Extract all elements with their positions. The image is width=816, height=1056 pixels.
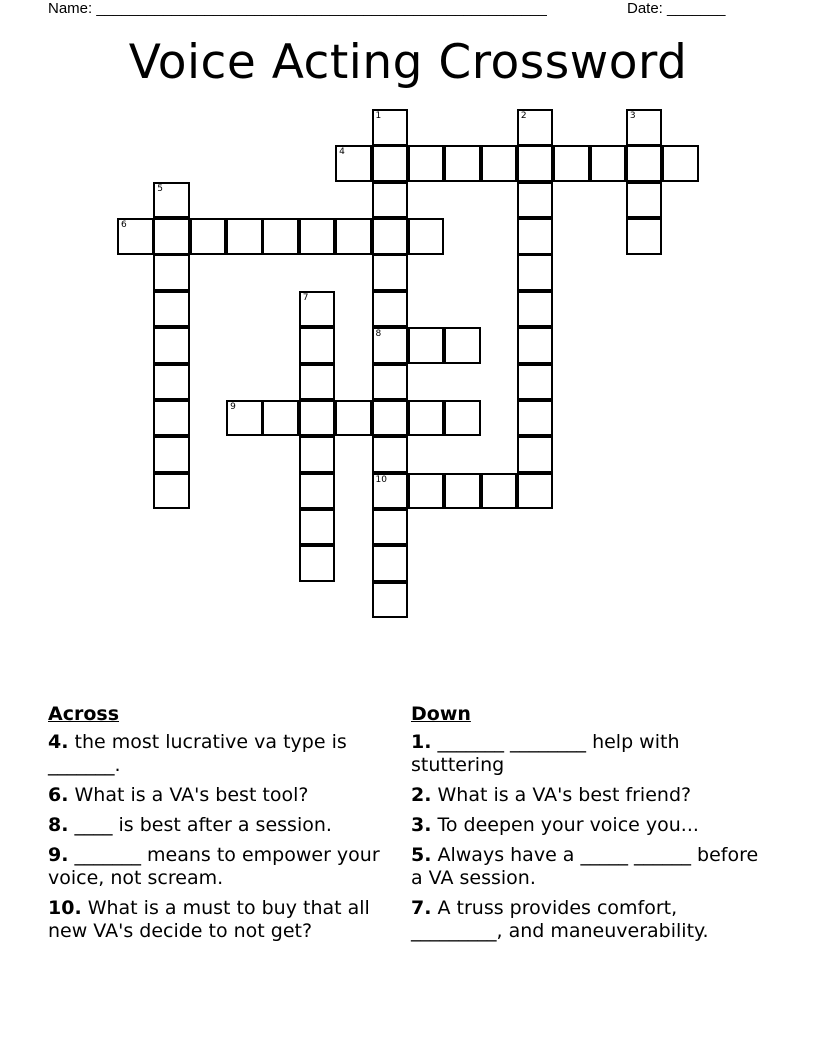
grid-cell[interactable] xyxy=(408,473,445,510)
grid-cell-8[interactable] xyxy=(372,327,409,364)
grid-cell-4[interactable] xyxy=(335,145,372,182)
grid-cell[interactable] xyxy=(335,218,372,255)
grid-cell[interactable] xyxy=(299,364,336,401)
grid-cell[interactable] xyxy=(372,509,409,546)
grid-cell[interactable] xyxy=(517,473,554,510)
clue-number: 10. xyxy=(48,897,82,919)
grid-cell[interactable] xyxy=(372,182,409,219)
clue-number-label: 8 xyxy=(375,329,382,340)
clue-number: 3. xyxy=(411,814,432,836)
grid-cell[interactable] xyxy=(481,145,518,182)
grid-cell[interactable] xyxy=(153,291,190,328)
name-field[interactable]: Name: ______________________________________________________ xyxy=(48,0,547,17)
clue-number-label: 5 xyxy=(157,183,164,194)
clue-number: 8. xyxy=(48,814,69,836)
grid-cell[interactable] xyxy=(262,400,299,437)
clue-down-7 xyxy=(411,897,771,943)
clue-text: ____ is best after a session. xyxy=(68,814,332,836)
grid-cell[interactable] xyxy=(626,182,663,219)
grid-cell[interactable] xyxy=(408,327,445,364)
grid-cell[interactable] xyxy=(517,254,554,291)
grid-cell[interactable] xyxy=(372,254,409,291)
clue-across-8 xyxy=(48,814,388,837)
grid-cell[interactable] xyxy=(517,291,554,328)
clue-text: the most lucrative va type is _______. xyxy=(48,731,347,776)
grid-cell-5[interactable] xyxy=(153,182,190,219)
clue-number-label: 7 xyxy=(302,292,309,303)
clue-number: 2. xyxy=(411,784,432,806)
grid-cell[interactable] xyxy=(444,473,481,510)
clue-number: 7. xyxy=(411,897,432,919)
clue-number: 5. xyxy=(411,844,432,866)
grid-cell-3[interactable] xyxy=(626,109,663,146)
clue-text: What is a must to buy that all new VA's decide to not get? xyxy=(48,897,370,942)
grid-cell[interactable] xyxy=(517,364,554,401)
grid-cell[interactable] xyxy=(372,364,409,401)
across-clues xyxy=(48,703,388,950)
grid-cell-7[interactable] xyxy=(299,291,336,328)
grid-cell[interactable] xyxy=(299,327,336,364)
grid-cell[interactable] xyxy=(372,291,409,328)
clue-number-label: 9 xyxy=(230,401,236,412)
clue-down-3 xyxy=(411,814,771,837)
grid-cell-6[interactable] xyxy=(117,218,154,255)
clue-text: A truss provides comfort, _________, and maneuverability. xyxy=(411,897,709,942)
grid-cell-2[interactable] xyxy=(517,109,554,146)
across-heading: Across xyxy=(48,703,120,725)
grid-cell[interactable] xyxy=(517,218,554,255)
grid-cell[interactable] xyxy=(408,145,445,182)
grid-cell[interactable] xyxy=(299,436,336,473)
grid-cell[interactable] xyxy=(372,218,409,255)
grid-cell-10[interactable] xyxy=(372,473,409,510)
clue-number-label: 6 xyxy=(121,220,127,231)
clue-across-9 xyxy=(48,844,388,890)
grid-cell[interactable] xyxy=(517,327,554,364)
clue-down-1 xyxy=(411,731,771,777)
grid-cell[interactable] xyxy=(153,400,190,437)
clue-down-5 xyxy=(411,844,771,890)
grid-cell[interactable] xyxy=(626,218,663,255)
grid-cell[interactable] xyxy=(408,218,445,255)
grid-cell[interactable] xyxy=(662,145,699,182)
grid-cell[interactable] xyxy=(153,436,190,473)
grid-cell[interactable] xyxy=(190,218,227,255)
clue-number-label: 1 xyxy=(375,111,382,121)
grid-cell[interactable] xyxy=(226,218,263,255)
grid-cell[interactable] xyxy=(517,145,554,182)
clue-text: Always have a _____ ______ before a VA session. xyxy=(411,844,759,889)
grid-cell[interactable] xyxy=(299,473,336,510)
clue-text: What is a VA's best tool? xyxy=(68,784,309,806)
clue-across-6 xyxy=(48,784,388,807)
grid-cell[interactable] xyxy=(517,436,554,473)
clue-number-label: 10 xyxy=(375,474,387,485)
clue-number: 9. xyxy=(48,844,69,866)
grid-cell[interactable] xyxy=(372,145,409,182)
page-title: Voice Acting Crossword xyxy=(128,35,688,90)
grid-cell[interactable] xyxy=(553,145,590,182)
grid-cell[interactable] xyxy=(590,145,627,182)
grid-cell[interactable] xyxy=(372,400,409,437)
grid-cell[interactable] xyxy=(372,436,409,473)
grid-cell[interactable] xyxy=(481,473,518,510)
grid-cell[interactable] xyxy=(444,400,481,437)
grid-cell[interactable] xyxy=(153,364,190,401)
grid-cell[interactable] xyxy=(408,400,445,437)
grid-cell[interactable] xyxy=(626,145,663,182)
grid-cell[interactable] xyxy=(372,545,409,582)
clue-number-label: 2 xyxy=(520,111,527,121)
clue-text: _______ means to empower your voice, not scream. xyxy=(48,844,380,889)
grid-cell[interactable] xyxy=(299,509,336,546)
grid-cell[interactable] xyxy=(299,218,336,255)
clue-number: 4. xyxy=(48,731,69,753)
down-heading: Down xyxy=(411,703,471,725)
clue-across-4 xyxy=(48,731,388,777)
grid-cell[interactable] xyxy=(153,218,190,255)
grid-cell[interactable] xyxy=(517,400,554,437)
grid-cell[interactable] xyxy=(444,327,481,364)
grid-cell-1[interactable] xyxy=(372,109,409,146)
clue-number: 6. xyxy=(48,784,69,806)
clue-across-10 xyxy=(48,897,388,943)
grid-cell[interactable] xyxy=(299,400,336,437)
grid-cell-9[interactable] xyxy=(226,400,263,437)
clue-text: To deepen your voice you... xyxy=(431,814,699,836)
grid-cell[interactable] xyxy=(153,254,190,291)
grid-cell[interactable] xyxy=(444,145,481,182)
clue-number-label: 4 xyxy=(339,147,345,158)
clue-text: What is a VA's best friend? xyxy=(431,784,692,806)
grid-cell[interactable] xyxy=(335,400,372,437)
grid-cell[interactable] xyxy=(262,218,299,255)
clue-text: _______ ________ help with stuttering xyxy=(411,731,680,776)
clue-number-label: 3 xyxy=(629,111,636,121)
grid-cell[interactable] xyxy=(372,582,409,619)
clue-number: 1. xyxy=(411,731,432,753)
grid-cell[interactable] xyxy=(299,545,336,582)
down-clues xyxy=(411,703,771,950)
date-field[interactable]: Date: _______ xyxy=(627,0,726,17)
grid-cell[interactable] xyxy=(517,182,554,219)
clue-down-2 xyxy=(411,784,771,807)
grid-cell[interactable] xyxy=(153,327,190,364)
grid-cell[interactable] xyxy=(153,473,190,510)
